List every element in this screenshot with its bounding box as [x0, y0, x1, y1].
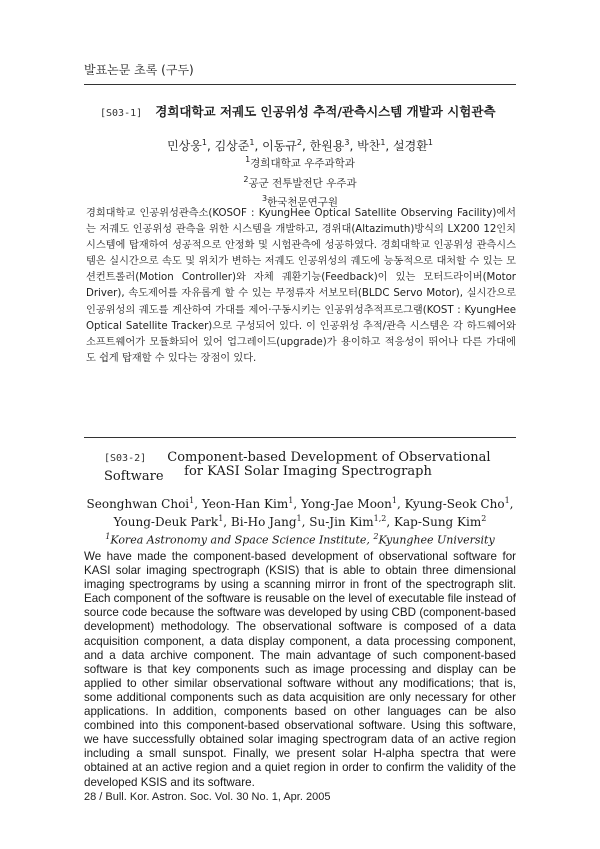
- section-header: 발표논문 초록 (구두): [84, 63, 194, 77]
- paper2-title-line2: for KASI Solar Imaging Spectrograph: [184, 464, 432, 479]
- affiliation-mark: 3: [261, 194, 268, 203]
- paper1-code: [S03-1]: [100, 108, 143, 119]
- author-affiliation-mark: 1: [427, 138, 433, 147]
- author-affiliation-mark: 2: [296, 138, 302, 147]
- paper2-abstract: We have made the component-based development of observational software for KASI solar imaging spectrograph (KSIS) that is able to obtain three dimensional imaging spectrograms by using a scanning mirror in front of the spectrograph slit. Each component of the software is reusable on the level of executable file instead of source code because the software was developed by using CBD (component-based development) methodology. The observational software is composed of a data acquisition component, a data display component, a data processing component, and a data archive component. The main advantage of such component-based software is that key components such as image processing and display can be applied to other similar observational software without any modifications; that is, some additional components such as data acquisition are only necessary for other applications. In addition, components based on other languages can be also combined into this component-based observational software. Using this software, we have successfully obtained solar imaging spectrogram data of an active region including a small sunspot. Finally, we present solar H-alpha spectra that were obtained at an active region and a quiet region in order to confirm the validity of the developed KSIS and its software.: [84, 550, 516, 789]
- affiliation-mark: 2: [243, 174, 249, 184]
- author-name: Bi-Ho Jang: [230, 515, 297, 529]
- paper2-code: [S03-2]: [104, 453, 147, 464]
- paper2-affiliations: $^1$Korea Astronomy and Space Science Institute, $^2$Kyunghee University: [105, 532, 495, 547]
- paper2-authors-line2: Young-Deuk Park$^1$, Bi-Ho Jang$^1$, Su-Jin Kim$^{1,2}$, Kap-Sung Kim$^2$: [113, 514, 487, 529]
- author-affiliation-mark: 1: [391, 496, 397, 505]
- author-name: Su-Jin Kim: [309, 515, 374, 529]
- paper1-authors: 민상웅$^1$, 김상준$^1$, 이동규$^2$, 한원용$^3$, 박찬$^1$, 설경환$^1$: [167, 138, 433, 153]
- author-affiliation-mark: 3: [344, 138, 350, 147]
- author-name: Yeon-Han Kim: [201, 497, 289, 511]
- paper1-title: 경희대학교 저궤도 인공위성 추적/관측시스템 개발과 시험관측: [155, 104, 496, 119]
- author-affiliation-mark: 1,2: [373, 514, 387, 523]
- author-affiliation-mark: 1: [201, 138, 207, 147]
- author-name: Kap-Sung Kim: [394, 515, 482, 529]
- paper1-affiliations: [0, 152, 600, 211]
- author-name: 한원용: [309, 139, 345, 153]
- author-affiliation-mark: 1: [504, 496, 510, 505]
- author-name: 이동규: [262, 139, 297, 153]
- author-affiliation-mark: 1: [296, 514, 302, 523]
- paper2-authors-line1: Seonghwan Choi$^1$, Yeon-Han Kim$^1$, Yong-Jae Moon$^1$, Kyung-Seok Cho$^1$,: [86, 496, 514, 511]
- author-affiliation-mark: 1: [288, 496, 294, 505]
- author-affiliation-mark: 1: [189, 496, 195, 505]
- author-name: 박찬: [357, 139, 381, 153]
- affiliation-text: 경희대학교 우주과학과: [250, 157, 355, 170]
- paper1-abstract: 경희대학교 인공위성관측소(KOSOF : KyungHee Optical Satellite Observing Facility)에서는 저궤도 인공위성 관측을 위한 시스템을 개발하고, 경위대(Altazimuth)방식의 LX200 12인치 시스템에 탑재하여 성공적으로 안정화 및 시험관측에 성공하였다. 경희대학교 인공위성 관측시스템은 실시간으로 속도 및 위치가 변하는 저궤도 인공위성의 궤도에 능동적으로 대처할 수 있는 모션컨트롤러(Motion Controller)와 자체 궤환기능(Feedback)이 있는 모터드라이버(Motor Driver), 속도제어를 자유롭게 할 수 있는 무정류자 서보모터(BLDC Servo Motor), 실시간으로 인공위성의 궤도를 계산하여 가대를 제어·구동시키는 인공위성추적프로그램(KOST : KyungHee Optical Satellite Tracker)으로 구성되어 있다. 이 인공위성 추적/관측 시스템은 각 하드웨어와 소프트웨어가 모듈화되어 있어 업그레이드(upgrade)가 용이하고 적응성이 뛰어나 다른 가대에도 쉽게 탑재할 수 있다는 장점이 있다.: [86, 208, 516, 364]
- author-affiliation-mark: 1: [380, 138, 386, 147]
- author-name: 민상웅: [167, 139, 202, 153]
- author-name: 김상준: [214, 139, 250, 153]
- paper1-title-block: [100, 101, 520, 120]
- paper2-title-line1: Component-based Development of Observational Software: [104, 450, 491, 484]
- author-name: Yong-Jae Moon: [300, 497, 392, 511]
- page-footer: 28 / Bull. Kor. Astron. Soc. Vol. 30 No. 1, Apr. 2005: [84, 791, 331, 803]
- author-affiliation-mark: 1: [218, 514, 224, 523]
- author-name: Seonghwan Choi: [86, 497, 190, 511]
- affiliation-mark: 2: [373, 532, 379, 541]
- affiliation-mark: 1: [245, 155, 251, 164]
- author-name: Kyung-Seok Cho: [404, 497, 505, 511]
- section-divider: [84, 437, 516, 438]
- author-name: 설경환: [393, 139, 428, 153]
- author-affiliation-mark: 2: [481, 514, 487, 523]
- affiliation-text: Kyunghee University: [378, 533, 495, 547]
- affiliation-text: 공군 전투발전단 우주과: [248, 177, 357, 189]
- affiliation-line: [0, 172, 600, 192]
- header-rule: [84, 84, 516, 85]
- affiliation-line: [0, 152, 600, 172]
- affiliation-text: 한국천문연구원: [267, 196, 339, 209]
- author-affiliation-mark: 1: [249, 138, 255, 147]
- author-name: Young-Deuk Park: [113, 515, 219, 529]
- affiliation-text: Korea Astronomy and Space Science Institute: [110, 533, 367, 547]
- affiliation-mark: 1: [105, 532, 111, 541]
